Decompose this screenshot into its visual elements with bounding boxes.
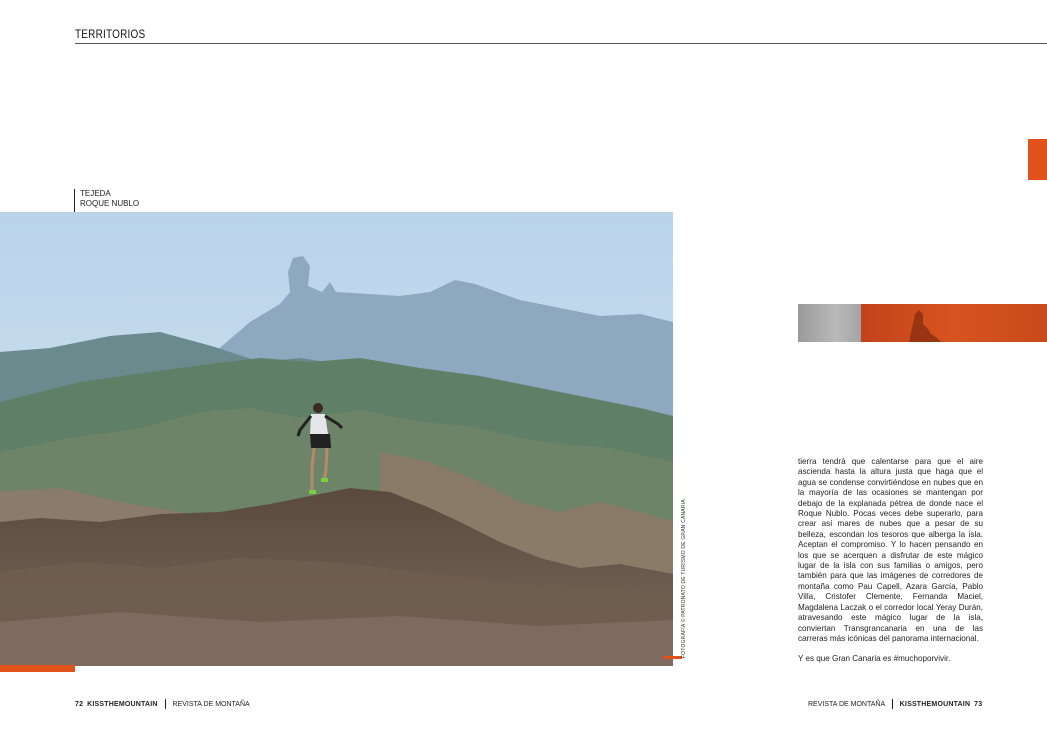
- page-number-right: 73: [974, 700, 983, 708]
- footer-divider: [892, 699, 893, 709]
- accent-bar-left: [0, 665, 75, 672]
- article-body: [798, 457, 983, 665]
- header-rule: [75, 43, 1047, 44]
- footer-left: [75, 699, 250, 709]
- section-title: TERRITORIOS: [75, 29, 146, 42]
- rock-silhouette-image: [861, 304, 1047, 342]
- accent-bar-right: [663, 656, 682, 659]
- image-strip: [798, 304, 1047, 342]
- body-paragraph-closing: Y es que Gran Canaria es #muchoporvivir.: [798, 654, 951, 664]
- brand-name-left: KISSTHEMOUNTAIN: [87, 700, 158, 708]
- publication-name-right: REVISTA DE MONTAÑA: [808, 700, 885, 708]
- strip-orange-photo: [861, 304, 1047, 342]
- page-tab-marker: [1028, 139, 1047, 180]
- publication-name-left: REVISTA DE MONTAÑA: [172, 700, 250, 708]
- photo-caption: [80, 189, 139, 209]
- photo-credit: FOTOGRAFÍA © PATRONATO DE TURISMO DE GRAN CANARIA: [681, 499, 687, 658]
- strip-grey-photo: [798, 304, 861, 342]
- caption-landmark: ROQUE NUBLO: [80, 199, 140, 208]
- footer-divider: [165, 699, 166, 709]
- brand-name-right: KISSTHEMOUNTAIN: [899, 700, 971, 708]
- body-paragraph: tierra tendrá que calentarse para que el aire ascienda hasta la altura justa que haga que el agua se condense convirtiéndose en nubes que en la mayoría de las ocasiones se mantengan por debajo de la explanada pétrea de donde nace el Roque Nublo. Pocas veces debe superarlo, para crear así mares de nubes que a pesar de su belleza, escondan los tesoros que alberga la isla. Aceptan el compromiso. Y lo hacen pensando en los que se acerquen a disfrutar de este mágico lugar de la isla con sus familias o amigos, pero también para que las imágenes de corredores de montaña como Pau Capell, Azara García, Pablo Villa, Cristofer Clemente, Fernanda Maciel, Magdalena Laczak o el corredor local Yeray Durán, atravesando este mágico lugar de la isla, conviertan Transgrancanaria en una de las carreras más icónicas del panorama internacional.: [798, 457, 983, 643]
- page-number-left: 72: [75, 700, 84, 708]
- trail-runner-photo: [0, 212, 673, 666]
- caption-location: TEJEDA: [80, 189, 111, 198]
- footer-right: [808, 699, 982, 709]
- main-photo: [0, 212, 673, 666]
